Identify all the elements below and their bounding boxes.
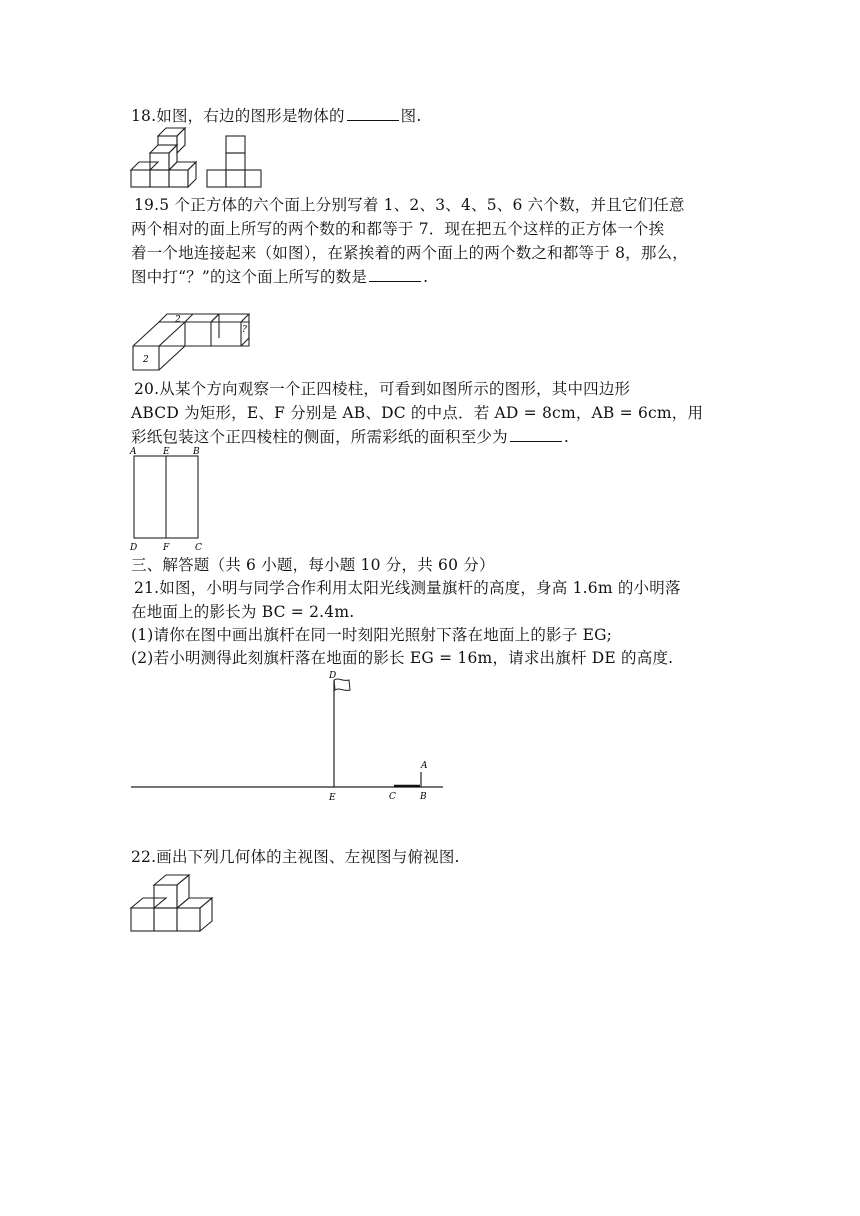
q21-line1: 21.如图，小明与同学合作利用太阳光线测量旗杆的高度，身高 1.6m 的小明落 (134, 579, 681, 597)
q21-line4: (2)若小明测得此刻旗杆落在地面的影长 EG = 16m，请求出旗杆 DE 的高度. (131, 649, 674, 667)
q20-label-b: B (193, 447, 200, 457)
q18-answer-blank (347, 106, 399, 121)
q19-line1: 19.5 个正方体的六个面上分别写着 1、2、3、4、5、6 六个数，并且它们任意 (134, 196, 685, 214)
q19-figure (131, 310, 257, 372)
q18-view (207, 136, 261, 187)
q20-line1: 20.从某个方向观察一个正四棱柱，可看到如图所示的图形，其中四边形 (134, 380, 631, 398)
q21-line2: 在地面上的影长为 BC = 2.4m. (131, 603, 355, 621)
q19-line3: 着一个地连接起来（如图），在紧挨着的两个面上的两个数之和都等于 8，那么， (131, 244, 688, 262)
q19-label-side: ? (242, 325, 247, 335)
q20-label-c: C (195, 543, 202, 553)
q22-figure (130, 873, 216, 935)
q21-label-b: B (420, 792, 427, 802)
q21-label-d: D (329, 671, 337, 681)
q19-answer-blank (369, 267, 421, 282)
q21-label-e: E (329, 793, 336, 803)
q19-label-top: 2 (175, 315, 181, 325)
q19-label-front: 2 (143, 355, 149, 365)
q20-figure (128, 446, 208, 554)
section3-heading: 三、解答题（共 6 小题，每小题 10 分，共 60 分） (131, 556, 495, 574)
q20-line3: 彩纸包装这个正四棱柱的侧面，所需彩纸的面积至少为 . (131, 428, 569, 446)
q21-figure (131, 668, 446, 804)
q18-figure (131, 133, 261, 189)
q21-line3: (1)请你在图中画出旗杆在同一时刻阳光照射下落在地面上的影子 EG; (131, 626, 613, 644)
q22-text: 22.画出下列几何体的主视图、左视图与俯视图. (131, 848, 460, 866)
q20-label-e: E (163, 447, 170, 457)
q19-line4: 图中打“？”的这个面上所写的数是 . (131, 268, 429, 286)
q18-solid (131, 128, 196, 187)
q20-answer-blank (510, 427, 562, 442)
q21-label-c: C (389, 792, 396, 802)
q20-label-f: F (163, 543, 170, 553)
q21-label-a: A (421, 761, 428, 771)
q20-line2: ABCD 为矩形，E、F 分别是 AB、DC 的中点．若 AD = 8cm，AB = 6cm，用 (131, 404, 704, 422)
q18-text: 18.如图，右边的图形是物体的 图. (131, 107, 422, 125)
q20-label-d: D (130, 543, 138, 553)
q20-label-a: A (130, 447, 137, 457)
q19-line2: 两个相对的面上所写的两个数的和都等于 7．现在把五个这样的正方体一个挨 (131, 220, 665, 238)
